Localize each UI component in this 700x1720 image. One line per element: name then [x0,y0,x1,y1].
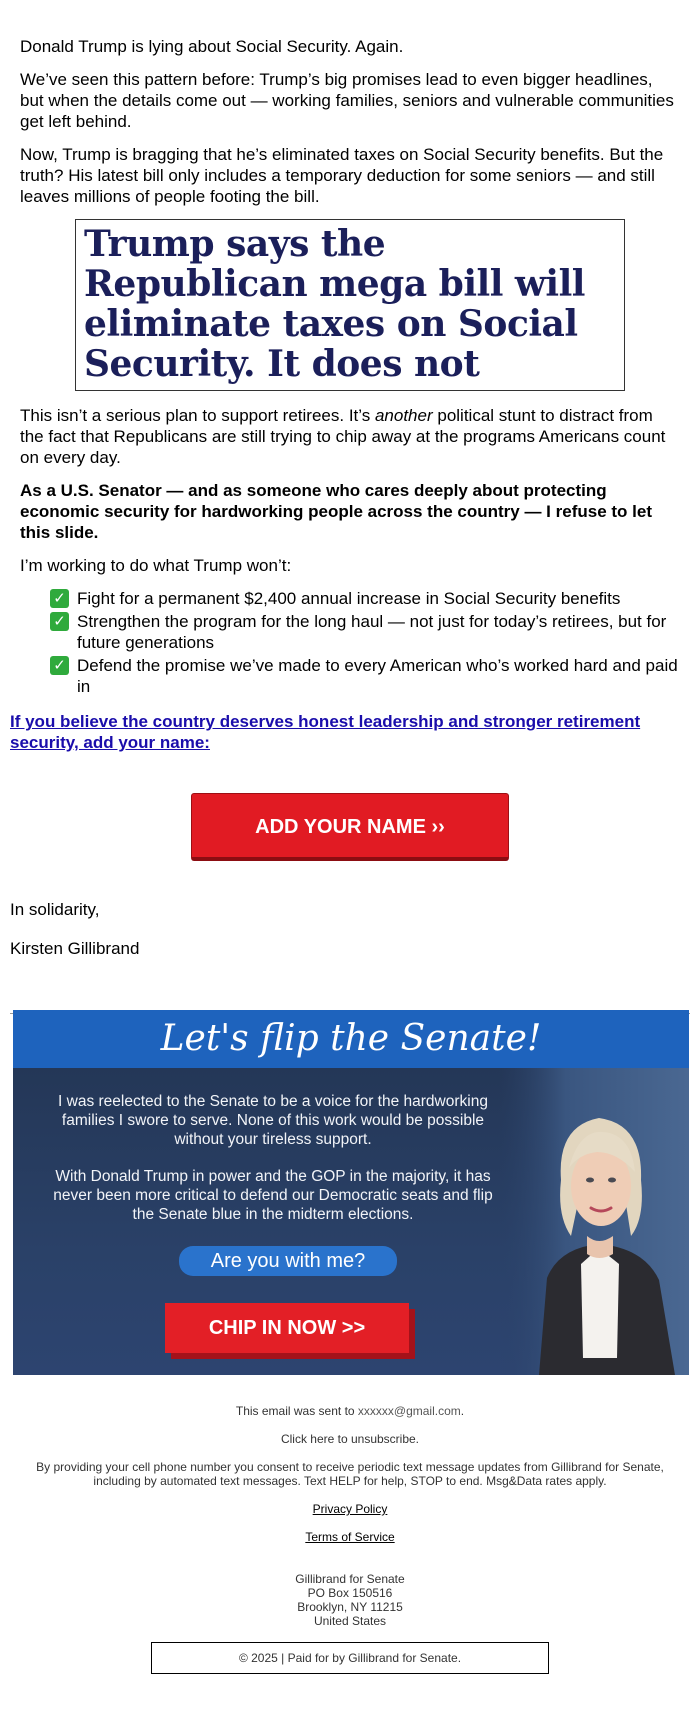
privacy-line [0,1502,700,1516]
sent-to-prefix: This email was sent to [235,1404,358,1418]
working-line: I’m working to do what Trump won’t: [20,556,292,575]
signoff-block [0,899,700,959]
unsubscribe-link[interactable]: Click here to unsubscribe. [280,1432,420,1446]
address-line: Brooklyn, NY 11215 [297,1600,403,1614]
senator-statement-bold: As a U.S. Senator — and as someone who cares deeply about protecting economic security for hardworking people across the country — I refuse to let this slide. [20,481,652,542]
chip-in-banner[interactable] [13,1010,689,1375]
paid-for-box: © 2025 | Paid for by Gillibrand for Senate. [151,1642,549,1674]
list-item [50,611,680,653]
bragging-paragraph: Now, Trump is bragging that he’s eliminated taxes on Social Security benefits. But the truth? His latest bill only includes a temporary deduction for some seniors — and still leaves millions of people footing the bill. [20,145,664,206]
signoff-text: In solidarity, [10,900,100,919]
banner-text-2: With Donald Trump in power and the GOP in the majority, it has never been more critical to defend our Democratic seats and flip the Senate blue in the midterm elections. [53,1168,493,1223]
stunt-text-start: This isn’t a serious plan to support retirees. It’s [20,406,375,425]
news-headline-image [75,219,625,391]
address-line: Gillibrand for Senate [295,1572,405,1586]
list-item [50,588,680,609]
email-footer [0,1404,700,1674]
privacy-policy-link[interactable]: Privacy Policy [312,1502,388,1516]
add-your-name-button[interactable]: ADD YOUR NAME ›› [191,793,509,861]
cta-button-wrap [0,793,700,861]
checkmark-icon: ✓ [50,589,69,608]
address-line: United States [313,1614,387,1628]
address-line: PO Box 150516 [307,1586,393,1600]
intro-line: Donald Trump is lying about Social Security. Again. [20,37,404,56]
mailing-address [0,1572,700,1628]
senator-portrait [499,1068,689,1375]
stunt-paragraph [20,405,680,468]
checklist [50,588,680,697]
banner-header [13,1010,689,1068]
sent-to-line [0,1404,700,1418]
terms-of-service-link[interactable]: Terms of Service [305,1530,395,1544]
stunt-text-italic: another [374,406,433,425]
checkmark-icon: ✓ [50,656,69,675]
pattern-paragraph: We’ve seen this pattern before: Trump’s big promises lead to even bigger headlines, but when the details come out — working families, seniors and vulnerable communities get left behind. [20,70,674,131]
banner-title: Let's flip the Senate! [160,1018,542,1059]
terms-line [0,1530,700,1544]
senator-statement [20,480,680,543]
news-headline-text: Trump says the Republican mega bill will eliminate taxes on Social Security. It does not [84,223,585,385]
sms-consent: By providing your cell phone number you consent to receive periodic text message updates from Gillibrand for Senate, including by automated text messages. Text HELP for help, STOP to end. Msg&Data rates apply. [36,1460,664,1488]
banner-message [43,1092,503,1242]
banner-body [13,1068,689,1375]
sent-to-suffix: . [460,1404,465,1418]
chip-in-now-button[interactable]: CHIP IN NOW >> [165,1303,409,1353]
stunt-text-end: political stunt to distract from the fact that Republicans are still trying to chip away at the programs Americans count on every day. [20,406,666,467]
checkmark-icon: ✓ [50,612,69,631]
add-name-link[interactable]: If you believe the country deserves honest leadership and stronger retirement security, add your name: [10,712,641,752]
check-text: Defend the promise we’ve made to every American who’s worked hard and paid in [77,656,678,696]
signature-name: Kirsten Gillibrand [10,939,140,958]
email-body [0,0,700,697]
banner-text-1: I was reelected to the Senate to be a voice for the hardworking families I swore to serve. None of this work would be possible without your tireless support. [58,1093,488,1148]
list-item [50,655,680,697]
check-text: Fight for a permanent $2,400 annual increase in Social Security benefits [77,589,621,608]
are-you-with-me-pill: Are you with me? [179,1246,397,1276]
recipient-email: xxxxxx@gmail.com [357,1404,461,1418]
check-text: Strengthen the program for the long haul — not just for today’s retirees, but for future generations [77,612,667,652]
